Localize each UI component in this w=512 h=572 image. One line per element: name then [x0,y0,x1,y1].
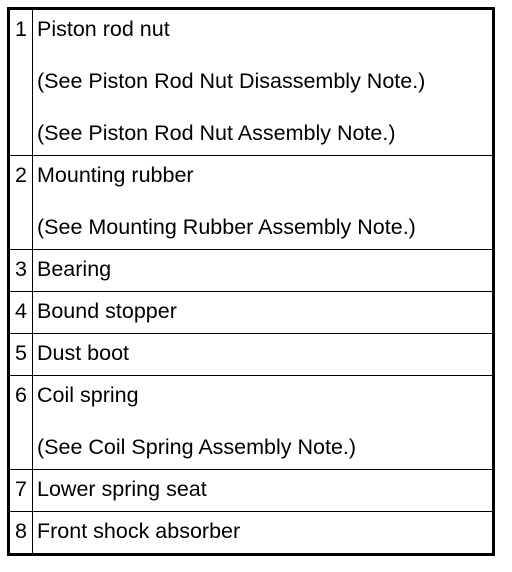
part-number: 4 [15,299,27,323]
part-number-cell [9,156,33,250]
part-description-cell [33,9,494,156]
part-number: 3 [15,257,27,281]
part-name: Piston rod nut [37,17,170,41]
part-description-cell [33,512,494,555]
table-row [9,334,494,376]
part-note-link[interactable]: (See Mounting Rubber Assembly Note.) [37,215,416,239]
part-number-cell [9,250,33,292]
part-note-link[interactable]: (See Coil Spring Assembly Note.) [37,435,357,459]
part-description-cell [33,334,494,376]
part-number: 6 [15,383,27,407]
part-number-cell [9,376,33,470]
table-row [9,512,494,555]
part-number-cell [9,512,33,555]
parts-table [7,7,495,556]
part-name: Lower spring seat [37,477,207,501]
part-number-cell [9,470,33,512]
part-description-cell [33,250,494,292]
table-row [9,156,494,250]
part-name: Front shock absorber [37,519,241,543]
part-number-cell [9,292,33,334]
part-note-link[interactable]: (See Piston Rod Nut Assembly Note.) [37,121,396,145]
part-number-cell [9,9,33,156]
part-note-link[interactable]: (See Piston Rod Nut Disassembly Note.) [37,69,426,93]
part-name: Bearing [37,257,112,281]
part-description-cell [33,376,494,470]
part-name: Mounting rubber [37,163,194,187]
table-row [9,470,494,512]
part-name: Dust boot [37,341,130,365]
part-number-cell [9,334,33,376]
table-row [9,376,494,470]
part-description-cell [33,470,494,512]
part-number: 1 [15,17,27,41]
part-number: 7 [15,477,27,501]
part-description-cell [33,156,494,250]
part-name: Coil spring [37,383,139,407]
part-description-cell [33,292,494,334]
part-number: 2 [15,163,27,187]
table-row [9,292,494,334]
part-number: 8 [15,519,27,543]
part-number: 5 [15,341,27,365]
table-row [9,9,494,156]
part-name: Bound stopper [37,299,177,323]
table-row [9,250,494,292]
